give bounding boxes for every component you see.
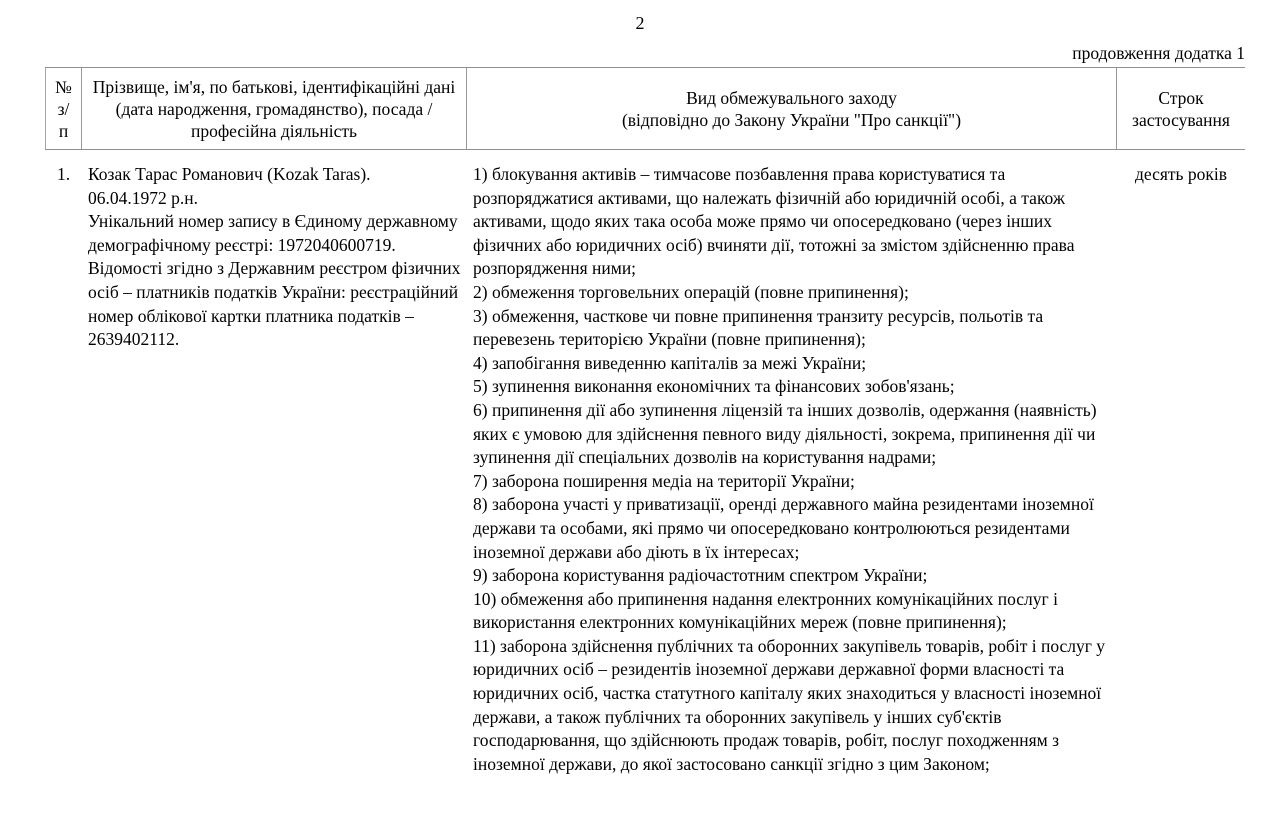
- page-number: 2: [635, 13, 645, 33]
- measure-item: 11) заборона здійснення публічних та оборонних закупівель товарів, робіт і послуг у юридичних осіб – резидентів іноземної держави державної форми власності та юридичних осіб, частка статутного капіталу яких знаходиться у власності іноземної держави, а також публічних та оборонних закупівель у інших суб'єктів господарювання, що здійснюють продаж товарів, робіт, послуг походженням з іноземної держави, до якої застосовано санкції згідно з цим Законом;: [473, 635, 1106, 774]
- table-header-row: [45, 67, 1245, 150]
- person-detail-line: 06.04.1972 р.н.: [88, 187, 198, 208]
- term-value: десять років: [1134, 164, 1228, 184]
- measure-item: 4) запобігання виведенню капіталів за межі України;: [473, 352, 867, 373]
- header-cell-person: [82, 68, 467, 149]
- person-detail-line: Відомості згідно з Державним реєстром фізичних осіб – платників податків України: реєстраційний номер облікової картки платника податків – 2639402112.: [88, 258, 461, 350]
- measure-item: 7) заборона поширення медіа на території України;: [473, 470, 855, 491]
- header-number-line: п: [58, 120, 69, 141]
- header-term-line: застосування: [1132, 109, 1230, 130]
- measure-item: 6) припинення дії або зупинення ліцензій та інших дозволів, одержання (наявність) яких є умовою для здійснення певного виду діяльності, зокрема, припинення дії чи зупинення дії спеціальних дозволів на користування надрами;: [473, 399, 1097, 468]
- measure-item: 9) заборона користування радіочастотним спектром України;: [473, 565, 928, 586]
- header-cell-measure: [467, 68, 1117, 149]
- header-person-label: Прізвище, ім'я, по батькові, ідентифікаційні дані (дата народження, громадянство), посада / професійна діяльність: [92, 76, 456, 141]
- measure-item: 5) зупинення виконання економічних та фінансових зобов'язань;: [473, 376, 955, 397]
- measure-item: 2) обмеження торговельних операцій (повне припинення);: [473, 281, 909, 302]
- header-measure-line: Вид обмежувального заходу: [686, 87, 897, 108]
- measure-item: 10) обмеження або припинення надання електронних комунікаційних послуг і використання електронних комунікаційних мереж (повне припинення);: [473, 588, 1058, 633]
- table-row: [45, 150, 1245, 776]
- header-cell-term: [1117, 68, 1245, 149]
- header-number-line: №: [55, 76, 72, 97]
- header-cell-number: [45, 68, 82, 149]
- measure-item: 3) обмеження, часткове чи повне припинення транзиту ресурсів, польотів та перевезень територією України (повне припинення);: [473, 305, 1044, 350]
- person-detail-line: Унікальний номер запису в Єдиному державному демографічному реєстрі: 1972040600719.: [88, 211, 458, 255]
- measure-item: 1) блокування активів – тимчасове позбавлення права користуватися та розпоряджатися активами, що належать фізичній або юридичній особі, а також активами, щодо яких така особа може прямо чи опосередковано (через інших фізичних або юридичних осіб) вчиняти дії, тотожні за змістом здійсненню права розпорядження ними;: [473, 164, 1075, 279]
- measures-list: [467, 163, 1117, 776]
- row-number: 1.: [56, 164, 71, 184]
- header-measure-line: (відповідно до Закону України "Про санкції"): [621, 109, 962, 130]
- person-details: [82, 163, 467, 776]
- person-detail-line: Козак Тарас Романович (Kozak Taras).: [88, 164, 371, 184]
- header-term-line: Строк: [1158, 87, 1204, 108]
- measure-item: 8) заборона участі у приватизації, оренді державного майна резидентами іноземної держави та особами, які прямо чи опосередковано контролюються резидентами іноземної держави або діють в їх інтересах;: [473, 494, 1094, 562]
- continuation-note: продовження додатка 1: [1072, 43, 1245, 63]
- header-number-line: з/: [57, 98, 70, 119]
- sanctions-table: [45, 67, 1245, 776]
